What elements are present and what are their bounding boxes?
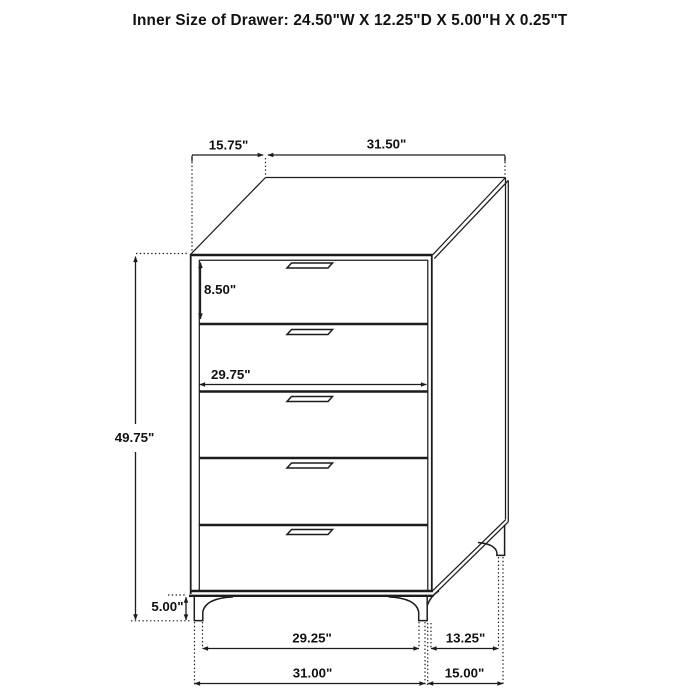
dim-overall-depth-label: 15.00": [444, 665, 485, 681]
dim-overall-width-label: 31.00": [292, 665, 333, 681]
chest-legs: [194, 525, 504, 621]
front-left-leg: [194, 597, 233, 621]
dim-top-depth-label: 15.75": [208, 137, 249, 153]
dim-top-depth: [192, 138, 263, 162]
drawer-handle-icon: [287, 263, 333, 268]
dim-side-leg-span: [431, 631, 499, 649]
dim-side-leg-span-label: 13.25": [445, 630, 486, 646]
dim-inner-width: [200, 367, 427, 385]
chest-side-panel: [433, 178, 509, 595]
drawer-handles: [287, 263, 333, 535]
dim-body-height-label: 49.75": [114, 430, 155, 445]
diagram-title: Inner Size of Drawer: 24.50"W X 12.25"D X 5.00"H X 0.25"T: [132, 12, 568, 29]
dim-leg-height: [151, 597, 186, 620]
dim-inner-width-label: 29.75": [211, 367, 251, 382]
dim-front-leg-span: [203, 631, 420, 649]
dim-overall-width: [195, 666, 426, 684]
dim-body-height: [115, 257, 155, 620]
dim-front-leg-span-label: 29.25": [292, 630, 332, 646]
chest-front: [189, 255, 434, 596]
dim-drawer-height: [201, 263, 237, 320]
drawer-handle-icon: [287, 397, 333, 402]
dim-overall-depth: [428, 666, 503, 684]
drawer-handle-icon: [287, 463, 333, 468]
drawer-handle-icon: [287, 530, 333, 535]
front-right-leg-side: [427, 591, 439, 606]
dim-leg-height-label: 5.00": [151, 599, 184, 614]
dim-top-width-label: 31.50": [366, 136, 407, 152]
chest-top-face: [190, 178, 508, 259]
drawer-handle-icon: [287, 330, 333, 335]
front-right-leg: [389, 597, 428, 621]
dim-drawer-height-label: 8.50": [204, 282, 237, 297]
dim-top-width: [268, 137, 505, 162]
